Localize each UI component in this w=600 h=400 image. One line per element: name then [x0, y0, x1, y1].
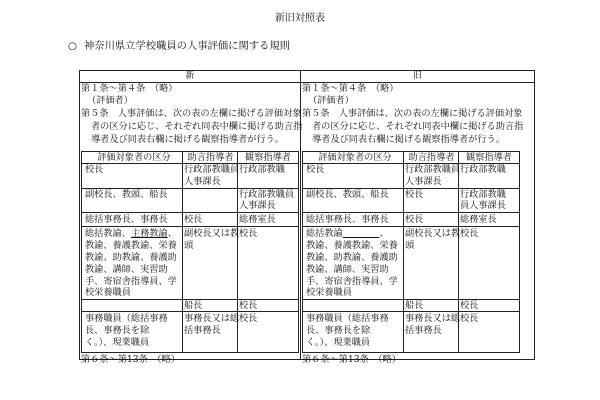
- row6-target-1: 事務職員（総括事務: [85, 313, 168, 324]
- row4-advisor-1: 副校長又は教: [184, 228, 240, 239]
- article-5-line-1: 第５条 人事評価は、次の表の左欄に掲げる評価対象: [81, 108, 302, 119]
- row4-advisor-1-old: 副校長又は教: [405, 228, 461, 239]
- header-observer: 観察指導者: [245, 152, 291, 163]
- row4-target-2: 教諭、養護教諭、栄養: [85, 240, 177, 251]
- row5-advisor: 船長: [184, 300, 203, 311]
- row4-target-4-old: 教諭、講師、実習助: [306, 264, 389, 275]
- row3-observer-old: 総務室長: [460, 214, 497, 225]
- row1-advisor-1: 行政部教職員: [184, 164, 240, 175]
- circle-mark: ○: [68, 40, 77, 52]
- row1-advisor-2-old: 人事課長: [405, 176, 442, 187]
- row4-target-1: 総括教諭、主務教諭、: [85, 228, 177, 239]
- articles-1-4: 第１条～第４条 （略）: [81, 83, 178, 94]
- underlined-blank: [343, 228, 380, 239]
- evaluator-table-new: [81, 151, 299, 353]
- row4-target-3-old: 教諭、助教諭、養護助: [306, 252, 398, 263]
- row2-target-old: 副校長、教頭、船長: [306, 189, 389, 200]
- row1-target: 校長: [85, 164, 104, 175]
- column-header-old: 旧: [412, 71, 422, 81]
- header-target: 評価対象者の区分: [97, 152, 171, 163]
- row4-target-6-old: 校栄養職員: [306, 287, 352, 298]
- row5-observer: 校長: [239, 300, 258, 311]
- pane-old: [302, 82, 524, 365]
- document-title: 新旧対照表: [275, 13, 325, 24]
- article-5-line-2-old: 者の区分に応じ、それぞれ同表中欄に掲げる助言指: [312, 121, 524, 132]
- row1-advisor-1-old: 行政部教職員: [405, 164, 461, 175]
- row2-observer-2: 人事課長: [239, 200, 276, 211]
- document-subject: [68, 41, 290, 51]
- row6-advisor-1-old: 事務長又は総: [405, 313, 461, 324]
- evaluator-label: （評価者）: [87, 95, 133, 106]
- row6-target-2-old: 長、事務長を除: [306, 325, 371, 336]
- row4-target-2-old: 教諭、養護教諭、栄養: [306, 240, 398, 251]
- articles-6-13: 第６条～第13条 （略）: [81, 354, 180, 365]
- row1-observer-old: 行政部教職: [460, 164, 506, 175]
- row1-advisor-2: 人事課長: [184, 176, 221, 187]
- row2-observer-1: 行政部教職員: [239, 189, 295, 200]
- row2-observer-2-old: 員人事課長: [460, 200, 506, 211]
- article-5-line-3: 導者及び同表右欄に掲げる観察指導者が行う。: [91, 134, 284, 145]
- row6-observer: 校長: [239, 313, 258, 324]
- row3-advisor-old: 校長: [405, 214, 424, 225]
- row6-advisor-1: 事務長又は総: [184, 313, 240, 324]
- row1-observer: 行政部教職: [239, 164, 285, 175]
- row4-observer: 校長: [239, 228, 258, 239]
- row5-observer-old: 校長: [460, 300, 479, 311]
- row3-target: 総括事務長、事務長: [85, 214, 168, 225]
- row3-observer: 総務室長: [239, 214, 276, 225]
- row2-advisor-old: 校長: [405, 189, 424, 200]
- row6-advisor-2-old: 括事務長: [405, 325, 442, 336]
- row5-advisor-old: 船長: [405, 300, 424, 311]
- articles-6-13-old: 第６条～第13条 （略）: [302, 354, 401, 365]
- header-advisor: 助言指導者: [187, 152, 234, 163]
- row6-target-3-old: く。）、現業職員: [306, 337, 371, 348]
- header-target-old: 評価対象者の区分: [318, 152, 392, 163]
- row6-target-1-old: 事務職員（総括事務: [306, 313, 389, 324]
- comparison-table: [79, 70, 535, 365]
- row4-advisor-2: 頭: [184, 240, 194, 251]
- row6-observer-old: 校長: [460, 313, 479, 324]
- row4-target-3: 教諭、助教諭、養護助: [85, 252, 177, 263]
- column-header-new: 新: [185, 71, 195, 81]
- row4-target-4: 教諭、講師、実習助: [85, 264, 168, 275]
- row1-target-old: 校長: [306, 164, 325, 175]
- row3-target-old: 総括事務長、事務長: [306, 214, 389, 225]
- evaluator-label-old: （評価者）: [308, 95, 354, 106]
- row6-target-3: く。）、現業職員: [85, 337, 150, 348]
- header-observer-old: 観察指導者: [466, 152, 512, 163]
- row4-target-5-old: 手、寄宿舎指導員、学: [306, 276, 398, 287]
- header-advisor-old: 助言指導者: [408, 152, 455, 163]
- article-5-line-1-old: 第５条 人事評価は、次の表の左欄に掲げる評価対象: [302, 108, 523, 119]
- evaluator-table-old: [302, 151, 520, 353]
- row4-target-1-old: 総括教諭 、: [306, 228, 389, 239]
- row4-target-6: 校栄養職員: [85, 287, 131, 298]
- pane-new: [81, 82, 303, 365]
- row6-target-2: 長、事務長を除: [85, 325, 150, 336]
- articles-1-4-old: 第１条～第４条 （略）: [302, 83, 399, 94]
- row4-advisor-2-old: 頭: [405, 240, 415, 251]
- article-5-line-2: 者の区分に応じ、それぞれ同表中欄に掲げる助言指: [91, 121, 303, 132]
- row3-advisor: 校長: [184, 214, 203, 225]
- row4-observer-old: 校長: [460, 228, 479, 239]
- row6-advisor-2: 括事務長: [184, 325, 221, 336]
- underlined-amendment: 主務教諭: [130, 228, 168, 239]
- article-5-line-3-old: 導者及び同表右欄に掲げる観察指導者が行う。: [312, 134, 505, 145]
- subject-text: 神奈川県立学校職員の人事評価に関する規則: [84, 40, 290, 52]
- row2-target: 副校長、教頭、船長: [85, 189, 168, 200]
- row4-target-5: 手、寄宿舎指導員、学: [85, 276, 177, 287]
- row2-observer-1-old: 行政部教職: [460, 189, 506, 200]
